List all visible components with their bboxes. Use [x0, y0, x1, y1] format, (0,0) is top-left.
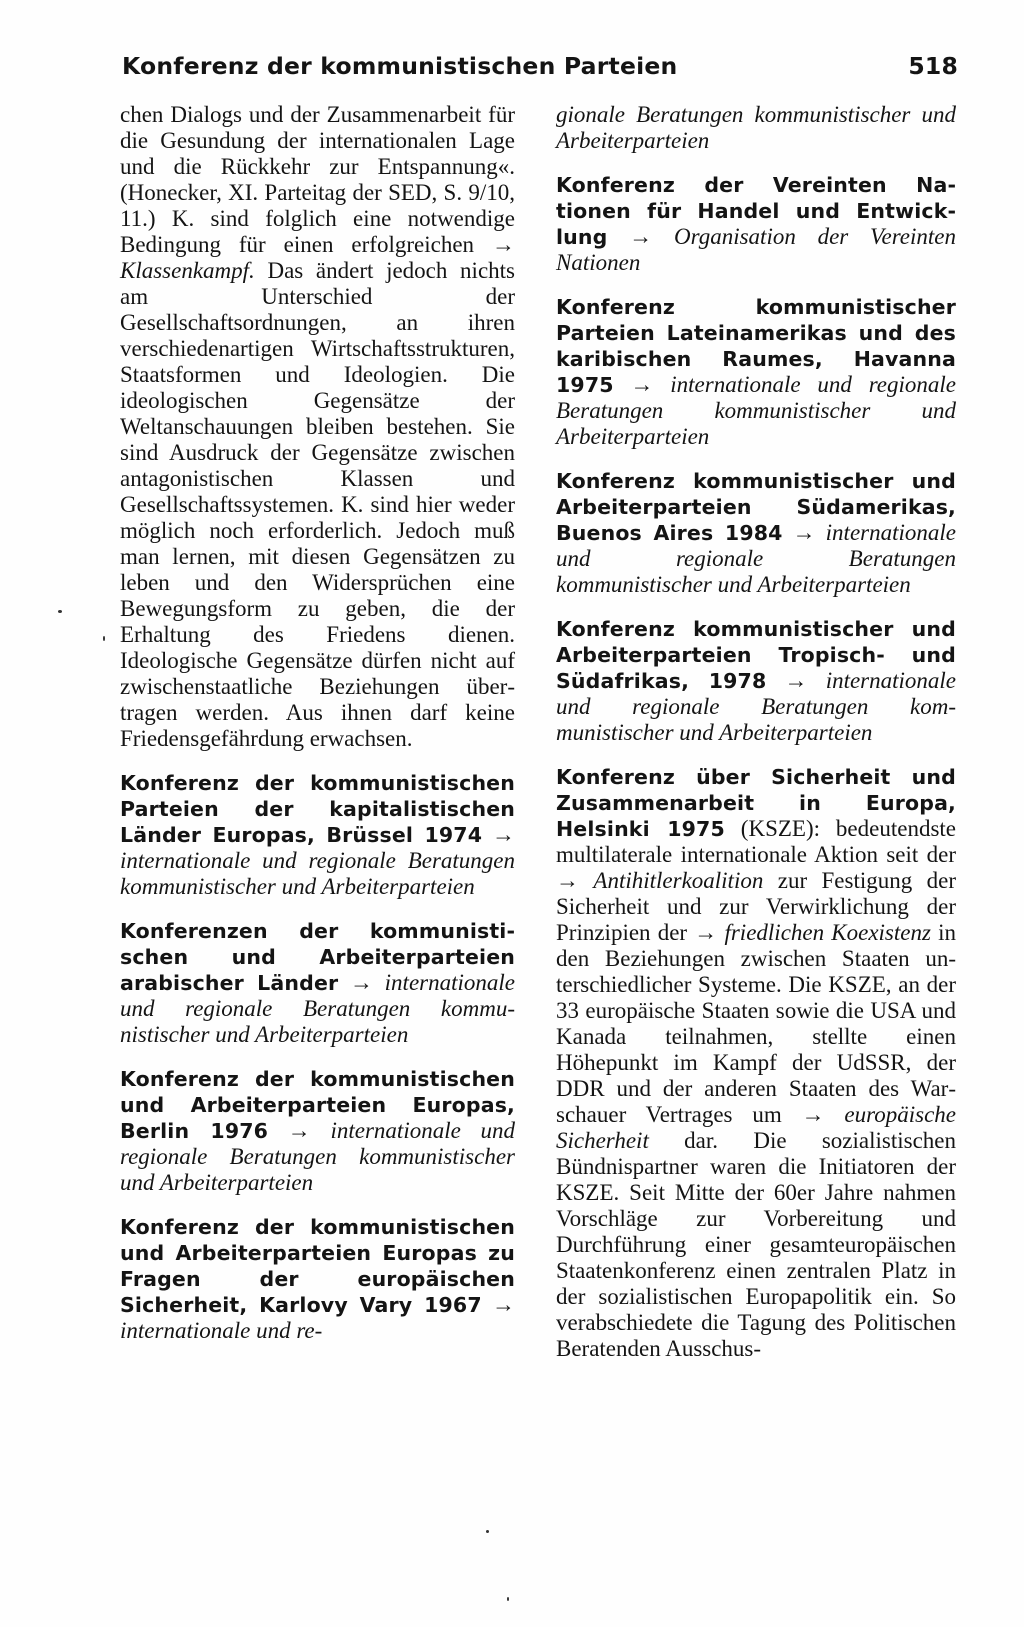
cross-reference-arrow: →: [492, 1292, 515, 1317]
continued-reference: [556, 102, 956, 154]
cross-reference-link[interactable]: internationale und regionale Beratungen kommunistischer und Arbeiterparteien: [120, 970, 515, 1047]
cross-reference-link[interactable]: internationale und regionale Beratungen kommunistischer und Arbeiterparteien: [556, 520, 956, 597]
continued-article: chen Dialogs und der Zusammenarbeit für die Gesundung der internationalen Lage und die Rückkehr zur Entspannung«. (Honecker, XI. Parteitag der SED, S. 9/10, 11.) K. sind folglich eine notwendige Bedingung für einen erfolgreichen → Klassenkampf. Das ändert jedoch nichts am Unterschied der Gesellschaftsordnungen, an ihren verschiedenartigen Wirtschaftsstrukturen, Staatsformen und Ideologien. Die ideologischen Gegensätze der Weltanschauungen bleiben bestehen. Sie sind Ausdruck der Gegensätze zwischen antagonistischen Klassen und Gesellschaftssystemen. K. sind hier weder möglich noch erforderlich. Jedoch muß man lernen, mit diesen Gegensätzen zu leben und den Widersprüchen eine Bewegungsform zu geben, die der Erhaltung des Friedens dienen. Ideologische Gegensätze dürfen nicht auf zwischenstaatliche Beziehungen übertragen werden. Aus ihnen darf keine Friedensgefährdung erwachsen.: [120, 102, 515, 751]
scan-speck: [507, 1597, 509, 1601]
dictionary-entry: [556, 294, 956, 450]
entry-headword: Konferenzen der kommunistischen und Arbeiterparteien arabischer Länder: [120, 919, 515, 995]
entry-headword: Konferenz über Sicherheit und Zusammenarbeit in Europa, Helsinki 1975: [556, 765, 956, 841]
page-header: [122, 52, 958, 88]
entry-headword: Konferenz der kommunistischen und Arbeiterparteien Europas zu Fragen der europäischen Sicherheit, Karlovy Vary 1967: [120, 1215, 515, 1317]
cross-reference-link[interactable]: internationale und re-: [120, 1318, 323, 1343]
cross-reference-link[interactable]: internationale und regionale Beratungen kommunistischer und Arbeiterparteien: [556, 372, 957, 449]
dictionary-entry: [120, 1214, 515, 1344]
dictionary-entry: [556, 172, 956, 276]
left-column: [120, 102, 515, 1344]
cross-reference-arrow: →: [801, 1102, 825, 1127]
cross-reference-arrow: →: [287, 1118, 311, 1143]
dictionary-entry: [556, 468, 956, 598]
cross-reference-arrow: →: [630, 372, 654, 397]
ksze-article: Konferenz über Sicherheit und Zusammenarbeit in Europa, Helsinki 1975 (KSZE): bedeutendste multilaterale internationale Aktion seit der → Antihitlerkoalition zur Festigung der Sicherheit und zur Verwirklichung der Prinzipien der → friedlichen Koexistenz in den Beziehungen zwischen Staaten unterschiedlicher Systeme. Die KSZE, an der 33 europäische Staaten sowie die USA und Kanada teilnahmen, stellte einen Höhepunkt im Kampf der UdSSR, der DDR und der anderen Staaten des Warschauer Vertrages um → europäische Sicherheit dar. Die sozialistischen Bündnispartner waren die Initiatoren der KSZE. Seit Mitte der 60er Jahre nahmen Vorschläge zur Vorbereitung und Durchführung einer gesamteuropäischen Staatenkonferenz einen zentralen Platz in der sozialistischen Europapolitik ein. So verabschiedete die Tagung des Politischen Beratenden Ausschus-: [556, 765, 957, 1361]
dictionary-entry: [556, 616, 956, 746]
cross-reference-arrow: →: [629, 224, 653, 249]
cross-reference-arrow: →: [784, 668, 808, 693]
entry-headword: Konferenz kommunistischer Parteien Lateinamerikas und des karibischen Raumes, Havanna 1975: [556, 295, 956, 397]
cross-reference-link[interactable]: Organisation der Vereinten Nationen: [556, 224, 956, 275]
cross-reference-arrow: →: [349, 970, 373, 995]
entry-headword: Konferenz kommunistischer und Arbeiterparteien Südamerikas, Buenos Aires 1984: [556, 469, 956, 545]
right-column: [556, 102, 956, 1362]
cross-reference-arrow: →: [492, 232, 515, 257]
cross-reference-link[interactable]: Antihitlerkoalition: [593, 868, 764, 893]
page-number: 518: [908, 52, 958, 80]
dictionary-entry: [120, 770, 515, 900]
cross-reference-link[interactable]: friedlichen Koexistenz: [724, 920, 931, 945]
entry-headword: Konferenz der kommunistischen und Arbeiterparteien Europas, Berlin 1976: [120, 1067, 515, 1143]
cross-reference-link[interactable]: internationale und regionale Beratungen kommunistischer und Arbeiterparteien: [556, 668, 957, 745]
cross-reference-link[interactable]: gionale Beratungen kommunistischer und Arbeiterparteien: [556, 102, 956, 153]
cross-reference-link[interactable]: europäische Sicherheit: [556, 1102, 956, 1153]
cross-reference-link[interactable]: internationale und regionale Beratungen kommunistischer und Arbeiterparteien: [120, 1118, 515, 1195]
entry-headword: Konferenz kommunistischer und Arbeiterparteien Tropisch- und Südafrikas, 1978: [556, 617, 956, 693]
cross-reference-arrow: →: [694, 920, 718, 945]
cross-reference-link[interactable]: Klassenkampf.: [120, 258, 255, 283]
running-title: Konferenz der kommunistischen Parteien: [122, 52, 678, 80]
scan-speck: [486, 1530, 489, 1533]
cross-reference-arrow: →: [556, 868, 579, 893]
cross-reference-arrow: →: [792, 520, 816, 545]
entry-headword: Konferenz der kommunistischen Parteien der kapitalistischen Länder Europas, Brüssel 1974: [120, 771, 515, 847]
scan-speck: [58, 610, 62, 613]
cross-reference-arrow: →: [492, 822, 515, 847]
dictionary-entry: [120, 918, 515, 1048]
cross-reference-link[interactable]: internationale und regionale Beratungen kommunistischer und Arbeiterparteien: [120, 848, 515, 899]
dictionary-entry: [120, 1066, 515, 1196]
entry-headword: Konferenz der Vereinten Nationen für Handel und Entwicklung: [556, 173, 956, 249]
scan-speck: [103, 636, 105, 641]
